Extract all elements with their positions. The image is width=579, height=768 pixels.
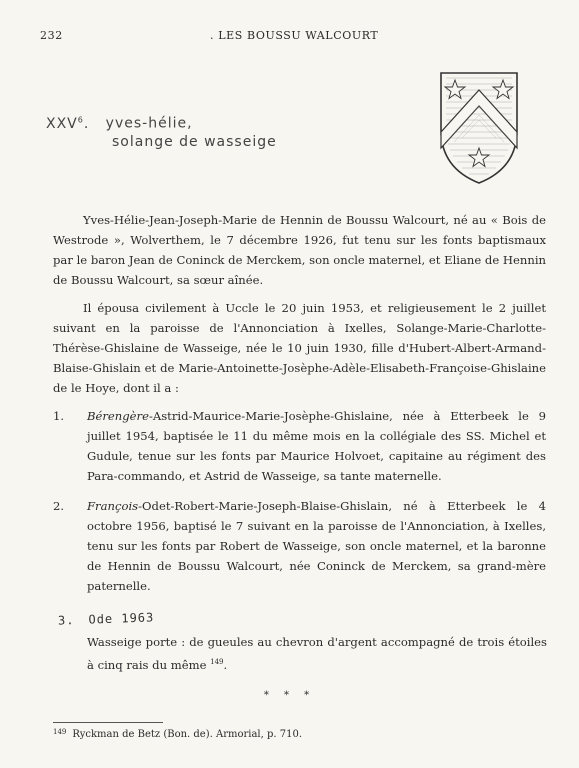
footnote-ref: 149 (210, 658, 224, 666)
section-separator: * * * (263, 690, 316, 701)
coat-of-arms-image (438, 70, 520, 186)
handwritten-annotation (58, 610, 155, 627)
main-text (53, 210, 546, 606)
child-given-name: Bérengère (87, 409, 149, 423)
page-number: 232 (40, 29, 63, 42)
child-given-name: François (87, 499, 139, 513)
child-entry (53, 496, 546, 596)
child-details: -Astrid-Maurice-Marie-Josèphe-Ghislaine, née à Etterbeek le 9 juillet 1954, baptisée le 11 du même mois en la collégiale des SS. Michel et Gudule, tenue sur les fonts par Maurice Holvoet, capitaine au régiment des Para-commando, et Astrid de Wasseige, sa tante maternelle. (87, 409, 546, 483)
star-top-left-icon (445, 80, 465, 99)
footnote-divider (53, 722, 163, 723)
paragraph-birth: Yves-Hélie-Jean-Joseph-Marie de Hennin de Boussu Walcourt, né au « Bois de Westrode », Wolverthem, le 7 décembre 1926, fut tenu sur les fonts baptismaux par le baron Jean de Coninck de Merckem, son oncle maternel, et Eliane de Hennin de Boussu Walcourt, sa sœur aînée. (53, 213, 546, 287)
blazon-text: Wasseige porte : de gueules au chevron d'argent accompagné de trois étoiles à cinq rais du même $^{149}$. (87, 635, 547, 672)
child-number: 1. (53, 409, 65, 423)
handwritten-text: Ode 1963 (88, 610, 155, 627)
footnote-number: 149 (53, 728, 67, 736)
heading-name-2: solange de wasseige (112, 133, 277, 150)
heading-name-1: yves-hélie, (105, 115, 193, 132)
running-head: . LES BOUSSU WALCOURT (210, 29, 379, 42)
handwritten-number: 3. (57, 613, 75, 628)
footnote-text: Ryckman de Betz (Bon. de). Armorial, p. 710. (72, 729, 303, 740)
footnote (53, 728, 302, 740)
star-bottom-icon (469, 148, 489, 167)
generation-heading (46, 115, 277, 150)
child-number: 2. (53, 499, 65, 513)
shield-chevron (441, 90, 517, 148)
child-entry (53, 406, 546, 486)
child-text (87, 406, 546, 486)
generation-number: XXV$^6$. (46, 115, 90, 132)
child-text (87, 496, 546, 596)
heading-line-1 (46, 115, 277, 132)
child-details: -Odet-Robert-Marie-Joseph-Blaise-Ghislain, né à Etterbeek le 4 octobre 1956, baptisé le 7 suivant en la paroisse de l'Annonciation, à Ixelles, tenu sur les fonts par Robert de Wasseige, son oncle maternel, et la baronne de Hennin de Boussu Walcourt, née Coninck de Merckem, sa grand-mère paternelle. (87, 499, 546, 593)
page-header (40, 29, 549, 45)
paragraph-marriage: Il épousa civilement à Uccle le 20 juin 1953, et religieusement le 2 juillet suivant en la paroisse de l'Annonciation à Ixelles, Solange-Marie-Charlotte-Thérèse-Ghislaine de Wasseige, née le 10 juin 1930, fille d'Hubert-Albert-Armand-Blaise-Ghislain et de Marie-Antoinette-Josèphe-Adèle-Elisabeth-Françoise-Ghislaine de le Hoye, dont il a : (53, 301, 546, 395)
star-top-right-icon (493, 80, 513, 99)
